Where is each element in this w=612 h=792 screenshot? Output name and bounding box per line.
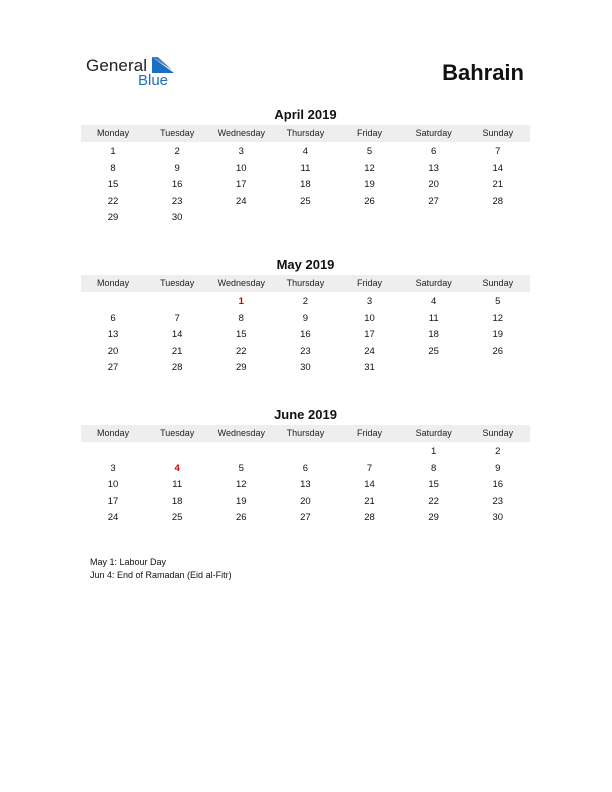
- date-cell: 3: [110, 462, 116, 474]
- weekday-header-row: [81, 125, 530, 142]
- date-cell: 22: [428, 495, 439, 507]
- weekday-header: Friday: [357, 278, 383, 288]
- date-cell: 26: [364, 195, 375, 207]
- date-cell: 9: [302, 312, 309, 324]
- date-cell: 6: [302, 462, 309, 474]
- date-cell: [338, 210, 402, 227]
- weekday-header: Sunday: [482, 278, 514, 288]
- date-cell: [273, 444, 337, 461]
- date-cell: 27: [428, 195, 439, 207]
- date-cell: 28: [364, 512, 375, 524]
- week-row: [81, 461, 530, 478]
- weekday-header: Thursday: [286, 428, 325, 438]
- date-cell: 13: [428, 162, 439, 174]
- weekday-header: Sunday: [482, 428, 514, 438]
- weekday-header: Thursday: [286, 278, 325, 288]
- logo-text-blue: Blue: [138, 72, 169, 89]
- date-cell: 2: [174, 146, 180, 157]
- date-cell: 21: [492, 179, 504, 191]
- date-cell: 22: [236, 345, 247, 357]
- date-cell: 16: [300, 329, 311, 341]
- date-cell: 3: [366, 296, 373, 307]
- weekday-header: Tuesday: [160, 428, 195, 438]
- weekday-header: Saturday: [415, 278, 452, 288]
- date-cell: 24: [364, 345, 375, 357]
- weekday-header: Friday: [357, 128, 383, 138]
- date-cell: 17: [107, 495, 119, 507]
- date-cell: 19: [236, 495, 247, 507]
- date-cell: 13: [107, 329, 119, 341]
- date-cell: 24: [107, 512, 119, 524]
- date-cell: 22: [107, 195, 119, 207]
- date-cell: 3: [238, 146, 244, 157]
- weekday-header-row: [81, 275, 530, 292]
- date-cell: 12: [492, 312, 504, 324]
- date-cell: 19: [492, 329, 504, 341]
- date-cell: 12: [364, 162, 375, 174]
- date-cell: 5: [495, 296, 501, 307]
- date-cell: 30: [171, 212, 183, 224]
- date-cell: 29: [428, 512, 439, 524]
- date-cell: [209, 444, 273, 461]
- week-row: [81, 294, 530, 311]
- week-row: [81, 344, 530, 361]
- date-cell: [338, 444, 402, 461]
- date-cell: 8: [238, 312, 244, 324]
- date-cell: 12: [236, 479, 247, 491]
- date-cell: 5: [238, 462, 244, 474]
- date-cell: 9: [495, 462, 501, 474]
- holiday-date-cell: 4: [174, 462, 180, 474]
- date-cell: 31: [364, 362, 375, 374]
- date-cell: 21: [364, 495, 375, 507]
- date-cell: 10: [107, 479, 119, 491]
- date-cell: [81, 444, 145, 461]
- weekday-header: Saturday: [415, 128, 452, 138]
- date-cell: 25: [300, 195, 311, 207]
- date-cell: [402, 210, 466, 227]
- date-cell: 20: [428, 179, 439, 191]
- date-cell: 8: [110, 162, 116, 174]
- weekday-header: Monday: [97, 428, 130, 438]
- month-title: May 2019: [276, 257, 335, 272]
- date-cell: 17: [364, 329, 375, 341]
- holiday-date-cell: 1: [238, 296, 244, 307]
- weekday-header: Friday: [357, 428, 383, 438]
- date-cell: 23: [171, 195, 183, 207]
- date-cell: 18: [300, 179, 311, 191]
- date-cell: 7: [174, 312, 180, 324]
- holiday-notes: [90, 556, 232, 582]
- date-cell: 10: [236, 162, 247, 174]
- date-cell: 14: [171, 329, 183, 341]
- month-calendar: [81, 107, 530, 227]
- date-cell: 30: [492, 512, 504, 524]
- holiday-note: Jun 4: End of Ramadan (Eid al-Fitr): [90, 570, 232, 580]
- month-title: June 2019: [274, 407, 337, 422]
- date-cell: [209, 210, 273, 227]
- date-cell: 7: [366, 462, 373, 474]
- date-cell: 30: [300, 362, 311, 374]
- logo: [86, 56, 186, 92]
- week-row: [81, 494, 530, 511]
- weekday-header: Wednesday: [217, 278, 265, 288]
- date-cell: [466, 360, 530, 377]
- date-cell: 4: [302, 146, 309, 157]
- date-cell: 5: [366, 146, 373, 157]
- week-row: [81, 444, 530, 461]
- weekday-header: Wednesday: [217, 128, 265, 138]
- week-row: [81, 194, 530, 211]
- date-cell: 14: [364, 479, 375, 491]
- date-cell: [145, 294, 209, 311]
- date-cell: 29: [236, 362, 247, 374]
- date-cell: 21: [171, 345, 183, 357]
- date-cell: 20: [107, 345, 119, 357]
- week-row: [81, 327, 530, 344]
- weekday-header: Sunday: [482, 128, 514, 138]
- date-cell: 17: [236, 179, 247, 191]
- date-cell: 18: [428, 329, 439, 341]
- weekday-header: Monday: [97, 128, 130, 138]
- weekday-header: Tuesday: [160, 128, 195, 138]
- weekday-header: Monday: [97, 278, 130, 288]
- date-cell: 2: [302, 296, 309, 307]
- date-cell: 13: [300, 479, 311, 491]
- date-cell: 15: [107, 179, 119, 191]
- date-cell: 6: [110, 312, 116, 324]
- week-row: [81, 210, 530, 227]
- date-cell: 28: [171, 362, 183, 374]
- date-cell: 27: [300, 512, 311, 524]
- date-cell: 10: [364, 312, 375, 324]
- week-row: [81, 477, 530, 494]
- logo-text-general: General: [86, 56, 148, 75]
- date-cell: [402, 360, 466, 377]
- weekday-header: Saturday: [415, 428, 452, 438]
- week-row: [81, 144, 530, 161]
- date-cell: 24: [236, 195, 247, 207]
- date-cell: 8: [431, 462, 437, 474]
- date-cell: [145, 444, 209, 461]
- month-title: April 2019: [274, 107, 337, 122]
- date-cell: 26: [492, 345, 504, 357]
- date-cell: 2: [495, 446, 501, 457]
- date-cell: [273, 210, 337, 227]
- date-cell: 25: [428, 345, 439, 357]
- week-row: [81, 360, 530, 377]
- date-cell: 28: [492, 195, 504, 207]
- weekday-header-row: [81, 425, 530, 442]
- week-row: [81, 510, 530, 527]
- date-cell: [466, 210, 530, 227]
- date-cell: 26: [236, 512, 247, 524]
- date-cell: 14: [492, 162, 504, 174]
- date-cell: 4: [431, 296, 437, 307]
- week-row: [81, 177, 530, 194]
- date-cell: 25: [171, 512, 183, 524]
- holiday-note: May 1: Labour Day: [90, 557, 167, 567]
- date-cell: 18: [171, 495, 183, 507]
- week-row: [81, 311, 530, 328]
- weekday-header: Wednesday: [217, 428, 265, 438]
- date-cell: 23: [492, 495, 504, 507]
- date-cell: 15: [236, 329, 247, 341]
- date-cell: 15: [428, 479, 439, 491]
- date-cell: 16: [171, 179, 183, 191]
- date-cell: 1: [431, 446, 437, 457]
- weekday-header: Tuesday: [160, 278, 195, 288]
- date-cell: 11: [172, 479, 183, 491]
- date-cell: 16: [492, 479, 504, 491]
- month-calendar: [81, 257, 530, 377]
- date-cell: 20: [300, 495, 311, 507]
- date-cell: [81, 294, 145, 311]
- country-title: Bahrain: [442, 60, 524, 85]
- date-cell: 23: [300, 345, 311, 357]
- week-row: [81, 161, 530, 178]
- date-cell: 6: [431, 146, 437, 157]
- date-cell: 29: [107, 212, 119, 224]
- date-cell: 19: [364, 179, 375, 191]
- date-cell: 7: [495, 146, 501, 157]
- date-cell: 1: [110, 146, 116, 157]
- date-cell: 11: [428, 312, 439, 324]
- weekday-header: Thursday: [286, 128, 325, 138]
- date-cell: 9: [174, 162, 180, 174]
- month-calendar: [81, 407, 530, 527]
- date-cell: 11: [300, 162, 311, 174]
- date-cell: 27: [107, 362, 119, 374]
